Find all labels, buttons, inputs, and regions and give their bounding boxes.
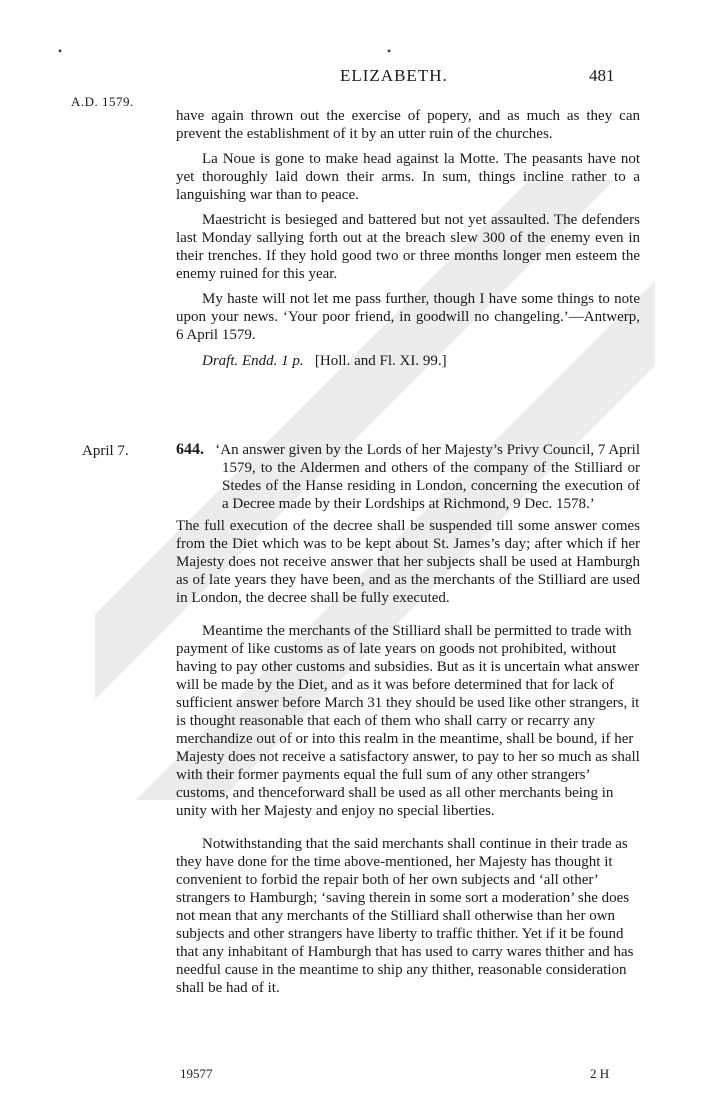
- paragraph: Maestricht is besieged and battered but not yet assaulted. The defenders last Monday sallying forth out at the breach slew 300 of the enemy even in their trenches. If they hold good two or three months longer men esteem the enemy ruined for this year.: [176, 212, 640, 282]
- paragraph: My haste will not let me pass further, though I have some things to note upon your news. ‘Your poor friend, in goodwill no changeling.’—Antwerp, 6 April 1579.: [176, 291, 640, 343]
- entry-number: 644.: [176, 441, 204, 458]
- year-marker: A.D. 1579.: [71, 94, 134, 109]
- running-title: ELIZABETH.: [340, 66, 448, 85]
- continued-entry: [176, 107, 640, 370]
- entry-title: [176, 441, 640, 513]
- paragraph: Notwithstanding that the said merchants shall continue in their trade as they have done for the time above-mentioned, her Majesty has thought it convenient to forbid the repair both of her own subjects and ‘all other’ strangers to Hamburgh; ‘saving therein in some sort a moderation’ she does not mean that any merchants of the Stilliard shall otherwise than her own subjects and other strangers have liberty to traffic thither. Yet if it be found that any inhabitant of Hamburgh that has used to carry wares thither and has needful cause in the meantime to ship any thither, reasonable consideration shall be had of it.: [176, 836, 634, 996]
- paragraph: The full execution of the decree shall be suspended till some answer comes from the Diet which was to be kept about St. James’s day; after which if her Majesty does not receive answer that her subjects shall be used at Hamburgh as of late years they have been, and as the merchants of the Stilliard are used in London, the decree shall be fully executed.: [176, 518, 640, 606]
- print-mark: •: [58, 44, 63, 58]
- endorsement: Draft. Endd. 1 p.: [202, 353, 304, 369]
- paragraph: Meantime the merchants of the Stilliard shall be permitted to trade with payment of like customs as of late years on goods not prohibited, without having to pay other customs and subsidies. But as it is uncertain what answer will be made by the Diet, and as it was before determined that for lack of sufficient answer before March 31 they should be used like other strangers, it is thought reasonable that each of them who shall carry or recarry any merchandize out of or into this realm in the meantime, shall be bound, if her Majesty does not receive a satisfactory answer, to pay to her so much as shall with their former payments equal the full sum of any other strangers’ customs, and thenceforward shall be used as all other merchants being in unity with her Majesty and enjoy no special liberties.: [176, 623, 640, 819]
- entry-metadata: [176, 352, 640, 370]
- paragraph: have again thrown out the exercise of popery, and as much as they can prevent the establishment of it by an utter ruin of the churches.: [176, 108, 640, 142]
- signature-mark: 19577: [180, 1066, 213, 1081]
- gathering-mark: 2 H: [590, 1066, 610, 1081]
- page-number: 481: [589, 66, 615, 85]
- entry-title-text: ‘An answer given by the Lords of her Majesty’s Privy Council, 7 April 1579, to the Aldermen and others of the company of the Stilliard or Stedes of the Hanse residing in London, concerning the execution of a Decree made by their Lordships at Richmond, 9 Dec. 1578.’: [215, 442, 640, 512]
- source-reference: [Holl. and Fl. XI. 99.]: [314, 353, 447, 369]
- calendar-entry: [176, 441, 640, 1012]
- print-mark: •: [387, 44, 392, 58]
- paragraph: La Noue is gone to make head against la Motte. The peasants have not yet thoroughly laid down their arms. In sum, things incline rather to a languishing war than to peace.: [176, 151, 640, 203]
- entry-date: April 7.: [82, 443, 129, 459]
